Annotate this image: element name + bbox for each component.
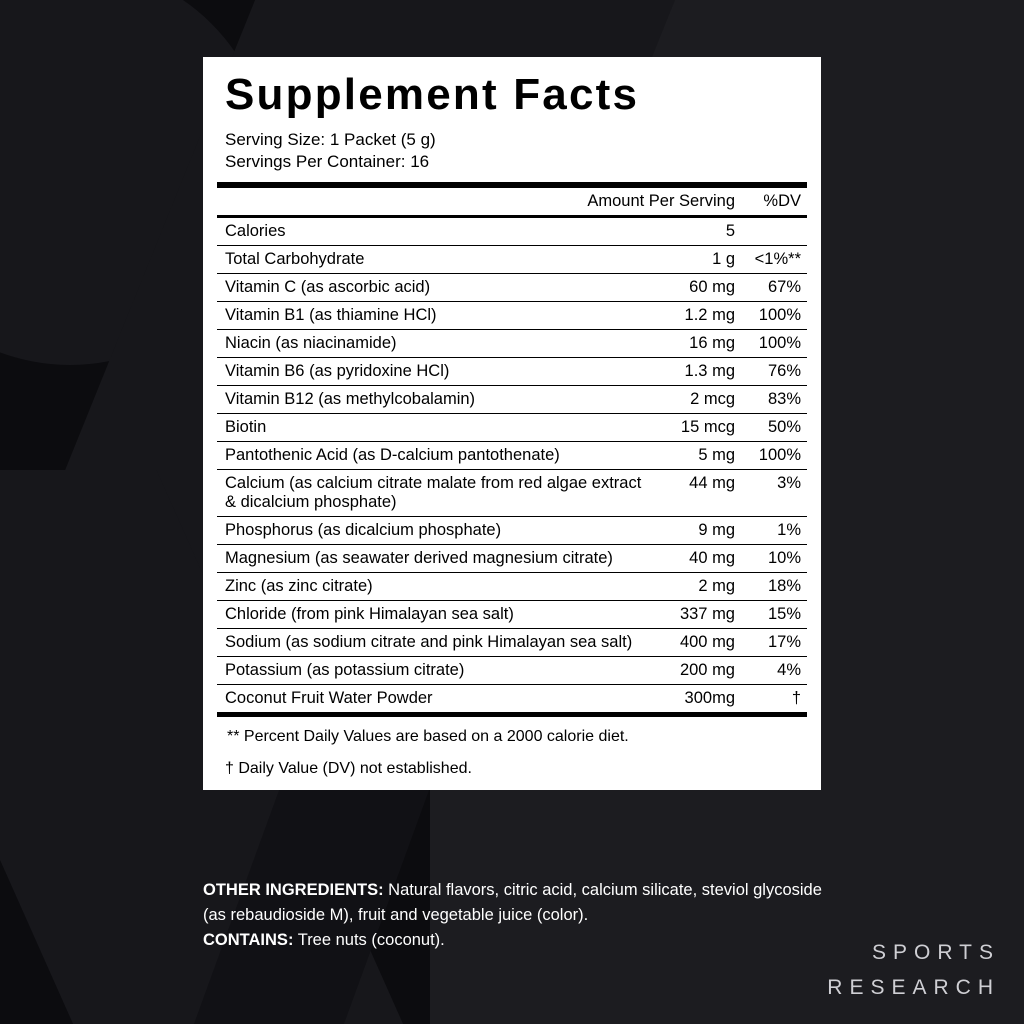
other-ingredients-label: OTHER INGREDIENTS: [203, 881, 384, 899]
nutrient-amount: 337 mg [643, 601, 739, 629]
nutrient-dv: 50% [739, 414, 807, 442]
table-row [217, 386, 807, 414]
table-row [217, 470, 807, 517]
nutrient-name: Calories [217, 218, 643, 246]
nutrient-dv: † [791, 689, 801, 708]
contains-text: Tree nuts (coconut). [293, 930, 445, 949]
brand-line-2: RESEARCH [827, 976, 1000, 1000]
footnote-percent-daily-value: ** Percent Daily Values are based on a 2000 calorie diet. [227, 728, 629, 746]
table-row [217, 246, 807, 274]
nutrient-amount: 5 mg [643, 442, 739, 470]
nutrient-dv: 100% [739, 442, 807, 470]
nutrient-amount: 15 mcg [643, 414, 739, 442]
table-row [217, 330, 807, 358]
table-row [217, 218, 807, 246]
nutrient-name: Coconut Fruit Water Powder [225, 689, 433, 708]
nutrient-dv: 17% [739, 629, 807, 657]
table-row [217, 545, 807, 573]
table-row [217, 414, 807, 442]
table-row [217, 573, 807, 601]
nutrient-amount: 16 mg [643, 330, 739, 358]
nutrient-name: Sodium (as sodium citrate and pink Himalayan sea salt) [217, 629, 643, 657]
nutrient-dv: 15% [739, 601, 807, 629]
nutrient-name: Biotin [217, 414, 643, 442]
other-ingredients-text: Natural flavors, citric acid, calcium silicate, steviol glycoside (as rebaudioside M), fruit and vegetable juice (color). [203, 881, 822, 924]
nutrient-name: Magnesium (as seawater derived magnesium citrate) [217, 545, 643, 573]
footnote-dv-not-established: † Daily Value (DV) not established. [225, 759, 472, 777]
nutrient-dv: 67% [739, 274, 807, 302]
nutrient-dv: <1%** [739, 246, 807, 274]
nutrient-name: Vitamin C (as ascorbic acid) [217, 274, 643, 302]
table-header-row [217, 188, 807, 215]
table-row [217, 517, 807, 545]
contains-label: CONTAINS: [203, 930, 294, 949]
nutrient-name: Vitamin B12 (as methylcobalamin) [217, 386, 643, 414]
other-ingredients-block [203, 878, 843, 952]
header-amount-per-serving: Amount Per Serving [587, 192, 735, 211]
table-row [217, 657, 807, 685]
nutrient-dv: 10% [739, 545, 807, 573]
nutrient-amount: 40 mg [643, 545, 739, 573]
nutrient-name: Total Carbohydrate [217, 246, 643, 274]
nutrient-dv: 4% [739, 657, 807, 685]
table-row [217, 442, 807, 470]
nutrient-dv: 18% [739, 573, 807, 601]
table-row [217, 685, 807, 713]
nutrient-amount: 200 mg [643, 657, 739, 685]
contains-line [203, 928, 843, 953]
nutrient-dv [739, 218, 807, 246]
nutrient-amount: 400 mg [643, 629, 739, 657]
nutrient-amount: 1 g [643, 246, 739, 274]
table-row [217, 302, 807, 330]
brand-logo [827, 935, 1000, 1006]
nutrient-dv: 3% [739, 470, 807, 517]
servings-per-container: Servings Per Container: 16 [225, 152, 430, 172]
brand-line-1: SPORTS [872, 940, 1000, 964]
nutrient-amount: 9 mg [643, 517, 739, 545]
table-row [217, 274, 807, 302]
table-row [217, 629, 807, 657]
nutrient-dv: 76% [739, 358, 807, 386]
nutrient-dv: 100% [739, 330, 807, 358]
nutrient-dv: 83% [739, 386, 807, 414]
table-row [217, 358, 807, 386]
nutrient-name: Calcium (as calcium citrate malate from red algae extract & dicalcium phosphate) [217, 470, 643, 517]
nutrient-amount: 1.3 mg [643, 358, 739, 386]
supplement-facts-panel [203, 57, 821, 790]
page-title: Supplement Facts [225, 70, 640, 119]
nutrient-name: Potassium (as potassium citrate) [217, 657, 643, 685]
nutrient-name: Pantothenic Acid (as D-calcium pantothenate) [217, 442, 643, 470]
nutrient-amount: 5 [643, 218, 739, 246]
nutrient-name: Zinc (as zinc citrate) [217, 573, 643, 601]
serving-size: Serving Size: 1 Packet (5 g) [225, 129, 436, 149]
nutrient-amount: 44 mg [643, 470, 739, 517]
nutrient-name: Chloride (from pink Himalayan sea salt) [217, 601, 643, 629]
nutrient-name: Vitamin B1 (as thiamine HCl) [217, 302, 643, 330]
nutrient-amount: 2 mcg [643, 386, 739, 414]
other-ingredients-line [203, 878, 843, 928]
nutrient-amount: 2 mg [643, 573, 739, 601]
nutrition-rows [217, 218, 807, 712]
table-row [217, 601, 807, 629]
nutrient-amount: 60 mg [643, 274, 739, 302]
nutrition-table [217, 188, 807, 215]
header-blank [217, 188, 587, 215]
nutrient-dv: 1% [739, 517, 807, 545]
nutrient-name: Vitamin B6 (as pyridoxine HCl) [217, 358, 643, 386]
nutrient-amount: 1.2 mg [643, 302, 739, 330]
nutrient-dv: 100% [739, 302, 807, 330]
nutrient-name: Phosphorus (as dicalcium phosphate) [217, 517, 643, 545]
header-daily-value: %DV [763, 192, 801, 211]
nutrient-name: Niacin (as niacinamide) [217, 330, 643, 358]
nutrient-amount: 300mg [684, 689, 735, 708]
